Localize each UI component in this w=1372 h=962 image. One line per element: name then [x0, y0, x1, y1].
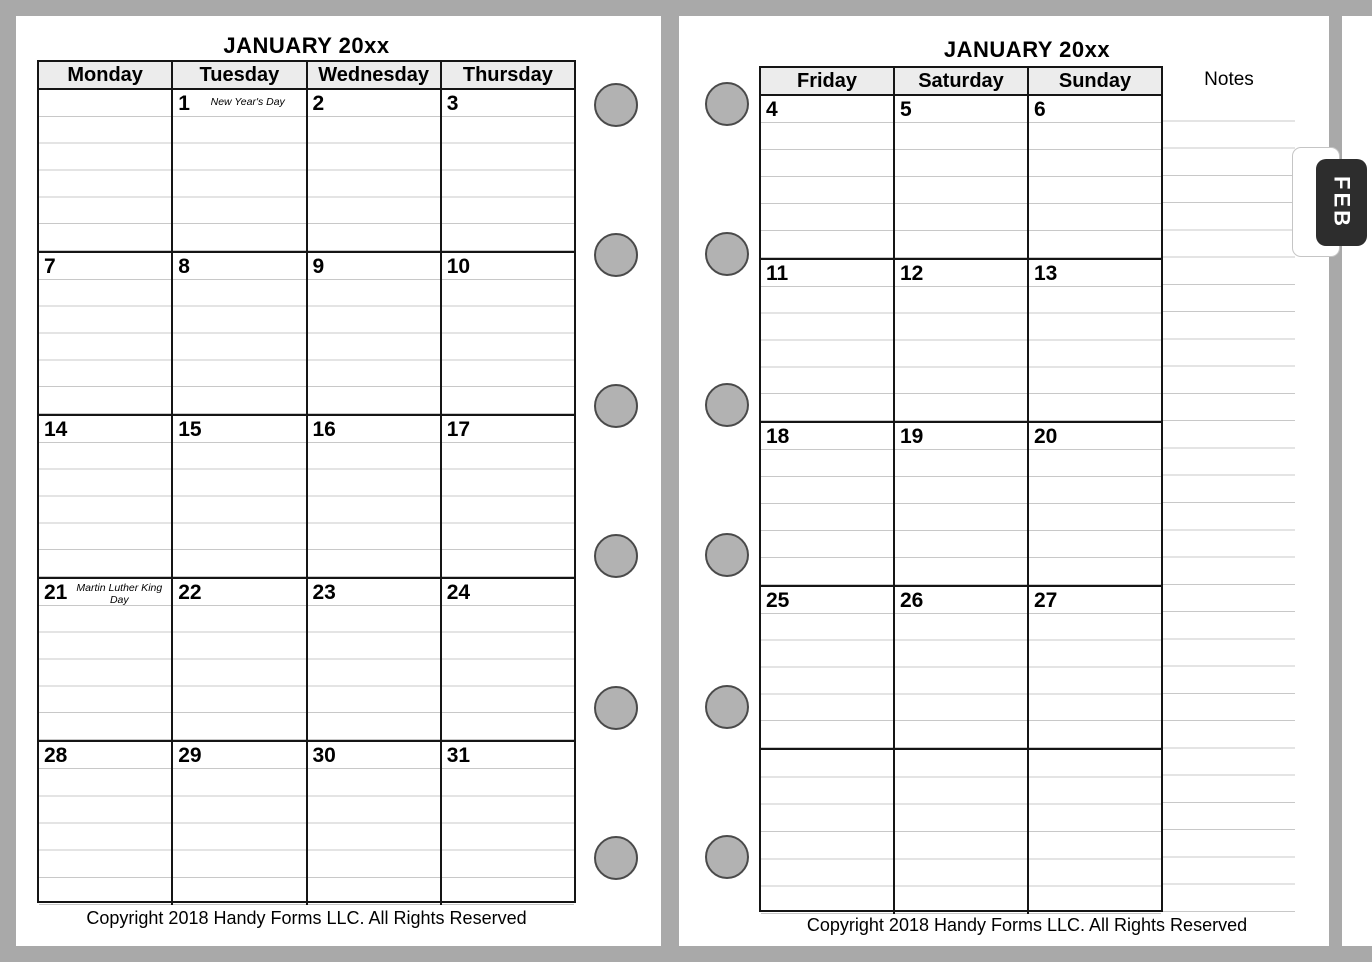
day-cell: [442, 579, 574, 740]
week-row: [761, 96, 1161, 260]
day-header-saturday: Saturday: [895, 68, 1029, 94]
date-number: 30: [312, 744, 336, 767]
date-number: 1: [178, 92, 190, 115]
day-cell: [442, 742, 574, 905]
day-cell: [895, 96, 1029, 258]
week-row: [761, 750, 1161, 914]
day-header-friday: Friday: [761, 68, 895, 94]
date-number: 11: [766, 261, 789, 285]
day-cell: [39, 579, 173, 740]
page-title: JANUARY 20xx: [943, 37, 1111, 62]
day-cell: [761, 96, 895, 258]
day-cell: [39, 253, 173, 414]
binder-hole: [705, 685, 749, 729]
day-cell: [442, 416, 574, 577]
right-page: [679, 16, 1329, 946]
date-number: 4: [766, 98, 778, 121]
date-number: 17: [446, 418, 471, 441]
day-cell: [895, 260, 1029, 422]
week-row: [761, 587, 1161, 751]
date-number: 21: [44, 581, 68, 604]
date-number: 19: [900, 425, 924, 449]
day-cell: [173, 253, 307, 414]
day-cell: [895, 423, 1029, 585]
date-number: 8: [178, 255, 190, 278]
day-cell: [173, 90, 307, 251]
day-cell: [308, 742, 442, 905]
date-number: 7: [44, 255, 56, 278]
day-cell: [442, 253, 574, 414]
binder-hole: [705, 82, 749, 126]
date-number: 10: [446, 255, 471, 278]
day-cell: [1029, 423, 1161, 585]
date-number: 29: [178, 744, 202, 767]
feb-month-tab[interactable]: [1316, 159, 1367, 246]
day-header-sunday: Sunday: [1058, 69, 1132, 92]
day-cell: [173, 742, 307, 905]
date-number: 6: [1034, 98, 1046, 121]
date-number: 3: [446, 92, 459, 115]
binder-hole: [594, 534, 638, 578]
binder-hole: [705, 232, 749, 276]
date-number: 24: [446, 581, 471, 604]
date-number: 12: [900, 261, 924, 285]
binder-hole: [594, 836, 638, 880]
day-header-row: [39, 62, 574, 90]
day-header-monday: Monday: [39, 62, 173, 88]
week-row: [39, 253, 574, 416]
binder-hole: [705, 383, 749, 427]
date-number: 22: [178, 581, 202, 604]
day-cell: [761, 750, 895, 914]
day-cell: [308, 90, 442, 251]
holiday-label: New Year's Day: [210, 96, 285, 108]
day-header-thursday: Thursday: [462, 63, 553, 86]
left-page: [16, 16, 661, 946]
day-cell: [39, 416, 173, 577]
holiday-label: Martin Luther King Day: [76, 582, 163, 607]
notes-header: Notes: [1204, 69, 1254, 90]
date-number: 5: [900, 98, 912, 121]
date-number: 20: [1034, 425, 1058, 449]
day-cell: [761, 587, 895, 749]
date-number: 26: [900, 588, 924, 612]
notes-column: [1163, 94, 1295, 912]
date-number: 27: [1034, 588, 1058, 612]
right-calendar-table: [759, 66, 1163, 912]
day-cell: [308, 416, 442, 577]
binder-hole: [705, 835, 749, 879]
week-row: [761, 423, 1161, 587]
day-cell: [1029, 750, 1161, 914]
binder-hole: [594, 384, 638, 428]
day-cell: [39, 90, 173, 251]
binder-hole: [594, 83, 638, 127]
page-edge-sliver: [1342, 16, 1372, 946]
date-number: 13: [1034, 261, 1058, 285]
week-row: [39, 90, 574, 253]
date-number: 25: [766, 588, 790, 612]
date-number: 2: [312, 92, 325, 115]
date-number: 28: [44, 744, 68, 767]
day-cell: [761, 423, 895, 585]
week-row: [39, 416, 574, 579]
date-number: 31: [446, 744, 471, 767]
date-number: 14: [44, 418, 68, 441]
binder-hole: [594, 233, 638, 277]
day-cell: [895, 750, 1029, 914]
day-cell: [442, 90, 574, 251]
page-title: JANUARY 20xx: [223, 33, 390, 58]
day-cell: [308, 579, 442, 740]
day-header-row: [761, 68, 1161, 96]
feb-tab-label: FEB: [1329, 176, 1355, 229]
date-number: 23: [312, 581, 336, 604]
copyright-text: Copyright 2018 Handy Forms LLC. All Rights Reserved: [806, 915, 1248, 935]
day-cell: [1029, 96, 1161, 258]
day-cell: [1029, 587, 1161, 749]
binder-hole: [705, 533, 749, 577]
day-cell: [308, 253, 442, 414]
week-row: [761, 260, 1161, 424]
date-number: 18: [766, 425, 790, 449]
copyright-text: Copyright 2018 Handy Forms LLC. All Rights Reserved: [86, 908, 527, 928]
week-row: [39, 742, 574, 905]
day-header-wednesday: Wednesday: [308, 62, 442, 88]
day-cell: [895, 587, 1029, 749]
day-cell: [173, 579, 307, 740]
day-cell: [173, 416, 307, 577]
day-cell: [761, 260, 895, 422]
day-cell: [39, 742, 173, 905]
left-calendar-table: [37, 60, 576, 903]
date-number: 9: [312, 255, 325, 278]
week-row: [39, 579, 574, 742]
day-cell: [1029, 260, 1161, 422]
date-number: 16: [312, 418, 336, 441]
binder-hole: [594, 686, 638, 730]
day-header-tuesday: Tuesday: [173, 62, 307, 88]
date-number: 15: [178, 418, 202, 441]
